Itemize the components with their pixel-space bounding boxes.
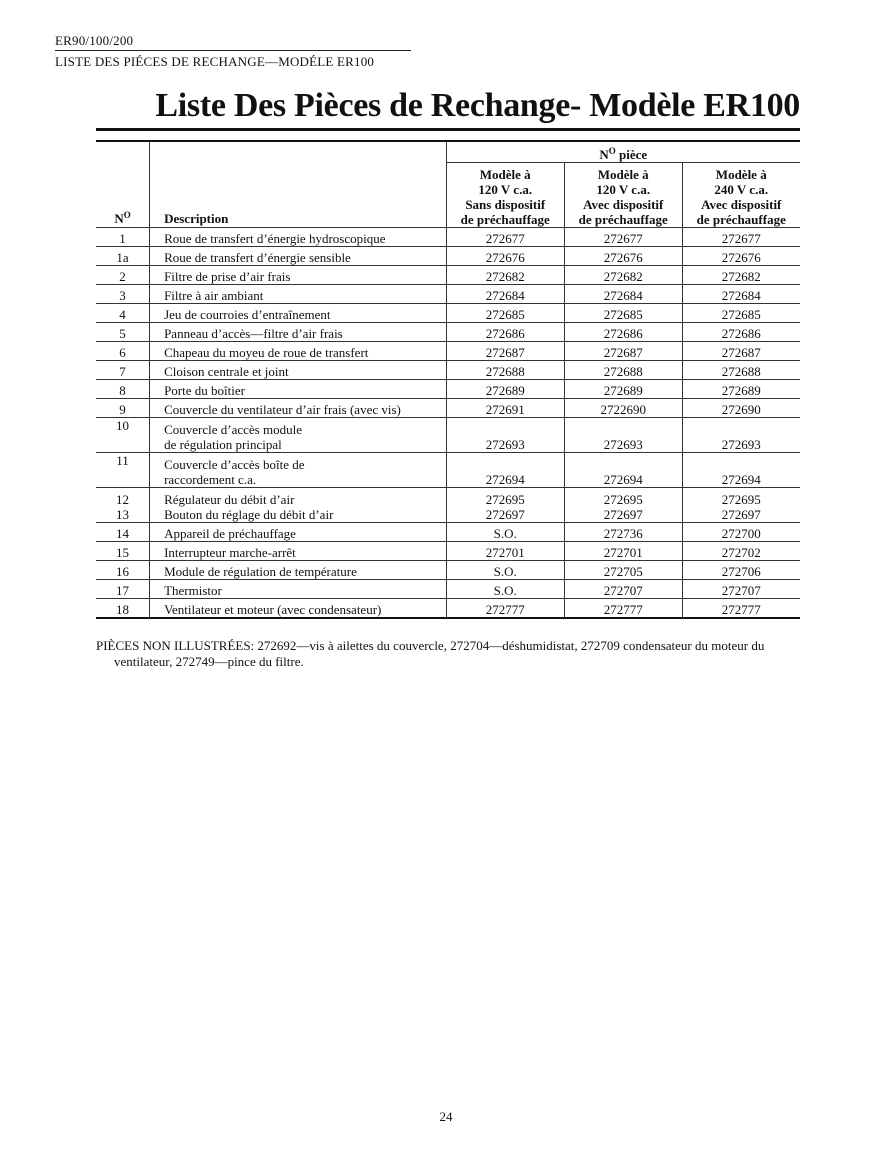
table-row [96, 580, 800, 599]
part-number-model-2: 272684 [564, 285, 682, 304]
item-description: Panneau d’accès—filtre d’air frais [150, 323, 446, 342]
part-number-model-3: 272685 [682, 304, 800, 323]
model-2-line-4: de préchauffage [578, 212, 668, 227]
item-number: 6 [96, 342, 150, 361]
table-row [96, 342, 800, 361]
part-number-model-1: S.O. [446, 580, 564, 599]
item-description: Jeu de courroies d’entraînement [150, 304, 446, 323]
item-description: Porte du boîtier [150, 380, 446, 399]
model-3-line-3: Avec dispositif [701, 197, 782, 212]
part-number-model-3: 272707 [682, 580, 800, 599]
part-number-line-1: 272695 [603, 492, 643, 507]
part-number-line-1: 272695 [485, 492, 525, 507]
table-row [96, 361, 800, 380]
part-number-model-3: 272702 [682, 542, 800, 561]
col-header-number-label: N [114, 211, 124, 226]
item-number: 11 [96, 453, 150, 488]
item-number: 1 [96, 228, 150, 247]
item-number: 15 [96, 542, 150, 561]
part-number-model-1: 272687 [446, 342, 564, 361]
part-number-model-2: 272736 [564, 523, 682, 542]
col-header-number [96, 141, 150, 228]
item-number: 3 [96, 285, 150, 304]
part-number-group-header [446, 141, 800, 163]
part-number-model-1: 272693 [446, 418, 564, 453]
part-number-model-3: 272689 [682, 380, 800, 399]
part-number-model-3: 272777 [682, 599, 800, 619]
part-number-model-1: 272691 [446, 399, 564, 418]
part-number-model-2: 272689 [564, 380, 682, 399]
item-description: Roue de transfert d’énergie hydroscopique [150, 228, 446, 247]
table-row [96, 380, 800, 399]
item-number: 16 [96, 561, 150, 580]
part-number-model-1: S.O. [446, 523, 564, 542]
item-description: Couvercle du ventilateur d’air frais (avec vis) [150, 399, 446, 418]
model-1-line-1: Modèle à [479, 167, 531, 182]
part-number-model-1: S.O. [446, 561, 564, 580]
item-description: Filtre à air ambiant [150, 285, 446, 304]
item-number [96, 488, 150, 523]
model-3-line-1: Modèle à [715, 167, 767, 182]
title-rule [96, 128, 800, 131]
table-row [96, 323, 800, 342]
part-number-model-1: 272676 [446, 247, 564, 266]
item-description [150, 418, 446, 453]
item-number: 5 [96, 323, 150, 342]
part-number-model-2: 272687 [564, 342, 682, 361]
part-number-model-2: 272701 [564, 542, 682, 561]
model-2-line-1: Modèle à [597, 167, 649, 182]
item-number: 2 [96, 266, 150, 285]
item-description-line-2: raccordement c.a. [164, 472, 257, 487]
document-model-code: ER90/100/200 [55, 33, 134, 48]
part-number-model-3: 272682 [682, 266, 800, 285]
part-number-model-2: 272705 [564, 561, 682, 580]
item-description [150, 488, 446, 523]
part-number-line-2: 272697 [721, 507, 761, 522]
item-description: Module de régulation de température [150, 561, 446, 580]
part-number-model-3: 272688 [682, 361, 800, 380]
part-number-model-2: 272694 [564, 453, 682, 488]
part-number-model-3 [682, 488, 800, 523]
part-number-model-1: 272701 [446, 542, 564, 561]
part-number-model-2: 2722690 [564, 399, 682, 418]
unillustrated-parts-note: PIÈCES NON ILLUSTRÉES: 272692—vis à ailettes du couvercle, 272704—déshumidistat, 272709 condensateur du moteur du ventilateur, 272749—pince du filtre. [96, 638, 765, 669]
table-row [96, 228, 800, 247]
table-row [96, 418, 800, 453]
part-number-line-2: 272697 [485, 507, 525, 522]
item-description: Thermistor [150, 580, 446, 599]
item-number: 4 [96, 304, 150, 323]
item-number: 1a [96, 247, 150, 266]
part-number-model-1 [446, 488, 564, 523]
part-number-group-sup: O [608, 146, 616, 156]
part-number-model-2: 272676 [564, 247, 682, 266]
item-description [150, 453, 446, 488]
part-number-model-2: 272707 [564, 580, 682, 599]
part-number-model-2: 272688 [564, 361, 682, 380]
model-3-line-2: 240 V c.a. [714, 182, 769, 197]
item-description: Appareil de préchauffage [150, 523, 446, 542]
part-number-model-3: 272684 [682, 285, 800, 304]
part-number-model-1: 272686 [446, 323, 564, 342]
parts-table [96, 140, 800, 619]
table-row [96, 304, 800, 323]
table-row [96, 247, 800, 266]
item-number: 14 [96, 523, 150, 542]
part-number-model-2: 272677 [564, 228, 682, 247]
item-description-line-2: de régulation principal [164, 437, 282, 452]
part-number-model-3: 272686 [682, 323, 800, 342]
part-number-group-label: N [599, 147, 609, 162]
table-row [96, 561, 800, 580]
col-header-model-1 [446, 163, 564, 228]
table-row [96, 599, 800, 619]
col-header-model-2 [564, 163, 682, 228]
table-row [96, 488, 800, 523]
item-description: Cloison centrale et joint [150, 361, 446, 380]
part-number-model-3: 272690 [682, 399, 800, 418]
table-row [96, 399, 800, 418]
page-number: 24 [439, 1109, 453, 1124]
item-number: 17 [96, 580, 150, 599]
model-1-line-2: 120 V c.a. [478, 182, 533, 197]
item-number-line-1: 12 [116, 492, 130, 507]
part-number-model-3: 272693 [682, 418, 800, 453]
part-number-model-1: 272682 [446, 266, 564, 285]
page-title: Liste Des Pièces de Rechange- Modèle ER100 [155, 87, 800, 124]
part-number-model-2: 272685 [564, 304, 682, 323]
col-header-number-sup: O [123, 210, 131, 220]
item-number: 7 [96, 361, 150, 380]
table-row [96, 266, 800, 285]
item-description: Filtre de prise d’air frais [150, 266, 446, 285]
col-header-description [150, 141, 446, 228]
part-number-model-1: 272688 [446, 361, 564, 380]
model-1-line-4: de préchauffage [460, 212, 550, 227]
part-number-model-1: 272685 [446, 304, 564, 323]
part-number-model-2: 272682 [564, 266, 682, 285]
part-number-group-rest: pièce [615, 147, 648, 162]
part-number-model-1: 272689 [446, 380, 564, 399]
table-row [96, 285, 800, 304]
part-number-model-3: 272676 [682, 247, 800, 266]
item-number: 10 [96, 418, 150, 453]
document-running-header: LISTE DES PIÉCES DE RECHANGE—MODÉLE ER100 [55, 54, 375, 69]
item-description-line-1: Couvercle d’accès boîte de [164, 457, 305, 472]
part-number-model-3: 272706 [682, 561, 800, 580]
col-header-model-3 [682, 163, 800, 228]
header-rule [55, 50, 411, 51]
part-number-model-3: 272677 [682, 228, 800, 247]
part-number-line-1: 272695 [721, 492, 761, 507]
table-row [96, 453, 800, 488]
item-description: Interrupteur marche-arrêt [150, 542, 446, 561]
model-1-line-3: Sans dispositif [465, 197, 546, 212]
item-description-line-2: Bouton du réglage du débit d’air [164, 507, 334, 522]
model-3-line-4: de préchauffage [696, 212, 786, 227]
part-number-model-2 [564, 488, 682, 523]
part-number-model-2: 272686 [564, 323, 682, 342]
item-number-line-2: 13 [116, 507, 130, 522]
item-description: Roue de transfert d’énergie sensible [150, 247, 446, 266]
part-number-model-1: 272684 [446, 285, 564, 304]
item-description-line-1: Couvercle d’accès module [164, 422, 302, 437]
item-number: 8 [96, 380, 150, 399]
part-number-model-3: 272700 [682, 523, 800, 542]
col-header-description-label: Description [164, 211, 229, 226]
part-number-model-1: 272777 [446, 599, 564, 619]
part-number-model-1: 272677 [446, 228, 564, 247]
item-description: Ventilateur et moteur (avec condensateur) [150, 599, 446, 619]
model-2-line-2: 120 V c.a. [596, 182, 651, 197]
item-number: 18 [96, 599, 150, 619]
part-number-line-2: 272697 [603, 507, 643, 522]
item-description: Chapeau du moyeu de roue de transfert [150, 342, 446, 361]
table-row [96, 542, 800, 561]
part-number-model-2: 272693 [564, 418, 682, 453]
model-2-line-3: Avec dispositif [583, 197, 664, 212]
table-row [96, 523, 800, 542]
part-number-model-3: 272687 [682, 342, 800, 361]
item-description-line-1: Régulateur du débit d’air [164, 492, 295, 507]
part-number-model-3: 272694 [682, 453, 800, 488]
item-number: 9 [96, 399, 150, 418]
part-number-model-2: 272777 [564, 599, 682, 619]
part-number-model-1: 272694 [446, 453, 564, 488]
